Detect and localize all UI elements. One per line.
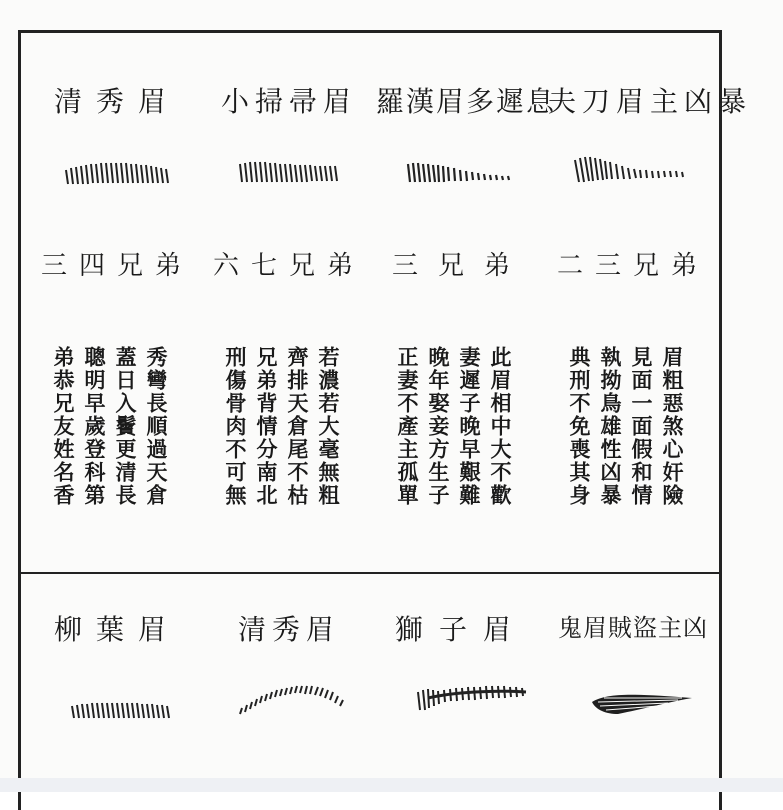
sibling-count: 三四兄弟: [40, 251, 193, 281]
eyebrow-illustration: [570, 150, 700, 190]
verse-line: 若濃若大毫無粗: [316, 346, 340, 507]
eyebrow-title: 清秀眉: [237, 613, 340, 646]
sibling-count: 二三兄弟: [556, 251, 709, 281]
verse: [224, 346, 338, 507]
verse-line: 執拗鳥雄性凶暴: [598, 346, 622, 507]
eyebrow-title: 夫刀眉主凶暴: [548, 85, 753, 118]
eyebrow-illustration: [62, 156, 177, 190]
row-divider: [18, 572, 722, 574]
verse-line: 正妻不產主孤單: [395, 346, 419, 507]
eyebrow-illustration: [234, 672, 354, 722]
eyebrow-title: 清秀眉: [53, 85, 180, 118]
eyebrow-title: 柳葉眉: [53, 613, 180, 646]
eyebrow-illustration: [414, 680, 534, 716]
verse-line: 典刑不免喪其身: [567, 346, 591, 507]
verse-line: 兄弟背情分南北: [254, 346, 278, 507]
verse-line: 弟恭兄友姓名香: [51, 346, 75, 507]
eyebrow-illustration: [236, 156, 346, 188]
eyebrow-title: 羅漢眉多遲息: [376, 85, 557, 118]
verse-line: 此眉相中大不歡: [488, 346, 512, 507]
verse-line: 秀彎長順過天倉: [144, 346, 168, 507]
verse-line: 齊排天倉尾不枯: [285, 346, 309, 507]
verse-line: 聰明早歲登科第: [82, 346, 106, 507]
verse-line: 見面一面假和情: [629, 346, 653, 507]
verse-line: 蓋日入鬢更清長: [113, 346, 137, 507]
verse: [396, 346, 510, 507]
eyebrow-illustration: [68, 696, 178, 722]
eyebrow-title: 小掃帚眉: [220, 85, 357, 118]
eyebrow-title: 鬼眉賊盜主凶: [558, 614, 708, 642]
eyebrow-illustration: [588, 684, 698, 720]
verse-line: 眉粗惡煞心奸險: [660, 346, 684, 507]
verse-line: 刑傷骨肉不可無: [223, 346, 247, 507]
verse: [568, 346, 682, 507]
eyebrow-illustration: [404, 158, 524, 188]
eyebrow-title: 獅子眉: [394, 613, 527, 646]
verse-line: 晚年娶妾方生子: [426, 346, 450, 507]
verse-line: 妻遲子晚早艱難: [457, 346, 481, 507]
verse: [52, 346, 166, 507]
viewer-bottom-bar: [0, 778, 783, 792]
sibling-count: 三兄弟: [391, 251, 530, 281]
sibling-count: 六七兄弟: [212, 251, 365, 281]
